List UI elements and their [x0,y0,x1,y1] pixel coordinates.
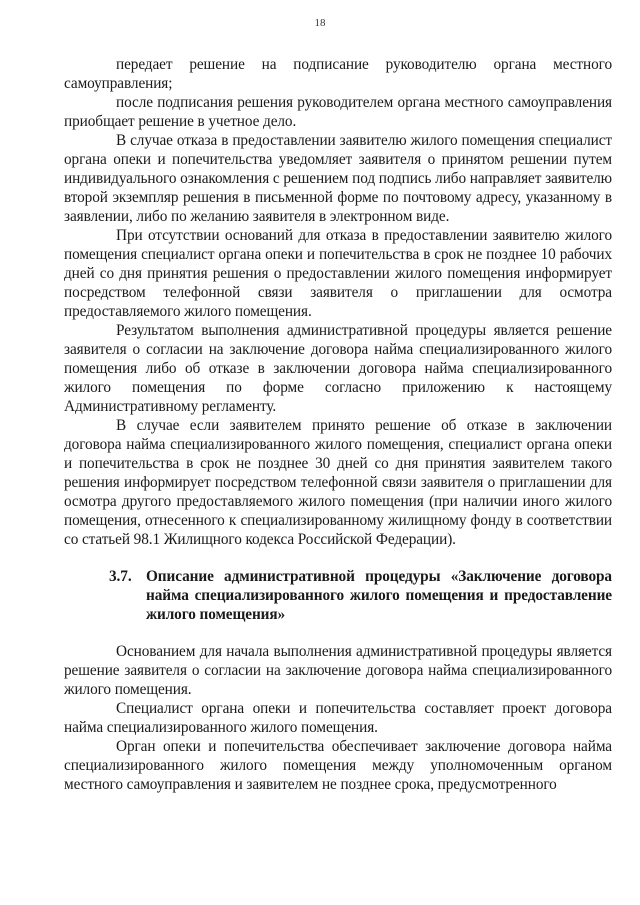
page-number: 18 [314,17,326,29]
paragraph: Специалист органа опеки и попечительства составляет проект договора найма специализированного жилого помещения. [64,700,612,736]
paragraph: Результатом выполнения административной процедуры является решение заявителя о согласии на заключение договора найма специализированного жилого помещения либо об отказе в заключении договора найма специализированного жилого помещения по форме согласно приложению к настоящему Административному регламенту. [64,322,612,415]
spacer [64,624,612,642]
paragraph: передает решение на подписание руководителю органа местного самоуправления; [64,56,612,92]
document-body [64,55,612,794]
paragraph: В случае отказа в предоставлении заявителю жилого помещения специалист органа опеки и попечительства уведомляет заявителя о принятом решении путем индивидуального ознакомления с решением под подпись либо направляет заявителю второй экземпляр решения в письменной форме по почтовому адресу, указанному в заявлении, либо по желанию заявителя в электронном виде. [64,132,612,225]
paragraph: Основанием для начала выполнения административной процедуры является решение заявителя о согласии на заключение договора найма специализированного жилого помещения. [64,643,612,698]
spacer [64,549,612,567]
paragraph: после подписания решения руководителем органа местного самоуправления приобщает решение в учетное дело. [64,94,612,130]
paragraph: При отсутствии оснований для отказа в предоставлении заявителю жилого помещения специалист органа опеки и попечительства в срок не позднее 10 рабочих дней со дня принятия решения о предоставлении жилого помещения информирует посредством телефонной связи заявителя о приглашении для осмотра предоставляемого жилого помещения. [64,227,612,320]
section-number: 3.7. [109,568,132,585]
paragraph: Орган опеки и попечительства обеспечивает заключение договора найма специализированного жилого помещения между уполномоченным органом местного самоуправления и заявителем не позднее срока, предусмотренного [64,738,612,793]
paragraph: В случае если заявителем принято решение об отказе в заключении договора найма специализированного жилого помещения, специалист органа опеки и попечительства в срок не позднее 30 дней со дня принятия заявителем такого решения информирует посредством телефонной связи заявителя о приглашении для осмотра другого предоставляемого жилого помещения (при наличии иного жилого помещения, отнесенного к специализированному жилищному фонду в соответствии со статьей 98.1 Жилищного кодекса Российской Федерации). [64,417,612,548]
section-heading [64,567,612,624]
section-title: Описание административной процедуры «Заключение договора найма специализированного жилого помещения и предоставление жилого помещения» [146,568,612,623]
